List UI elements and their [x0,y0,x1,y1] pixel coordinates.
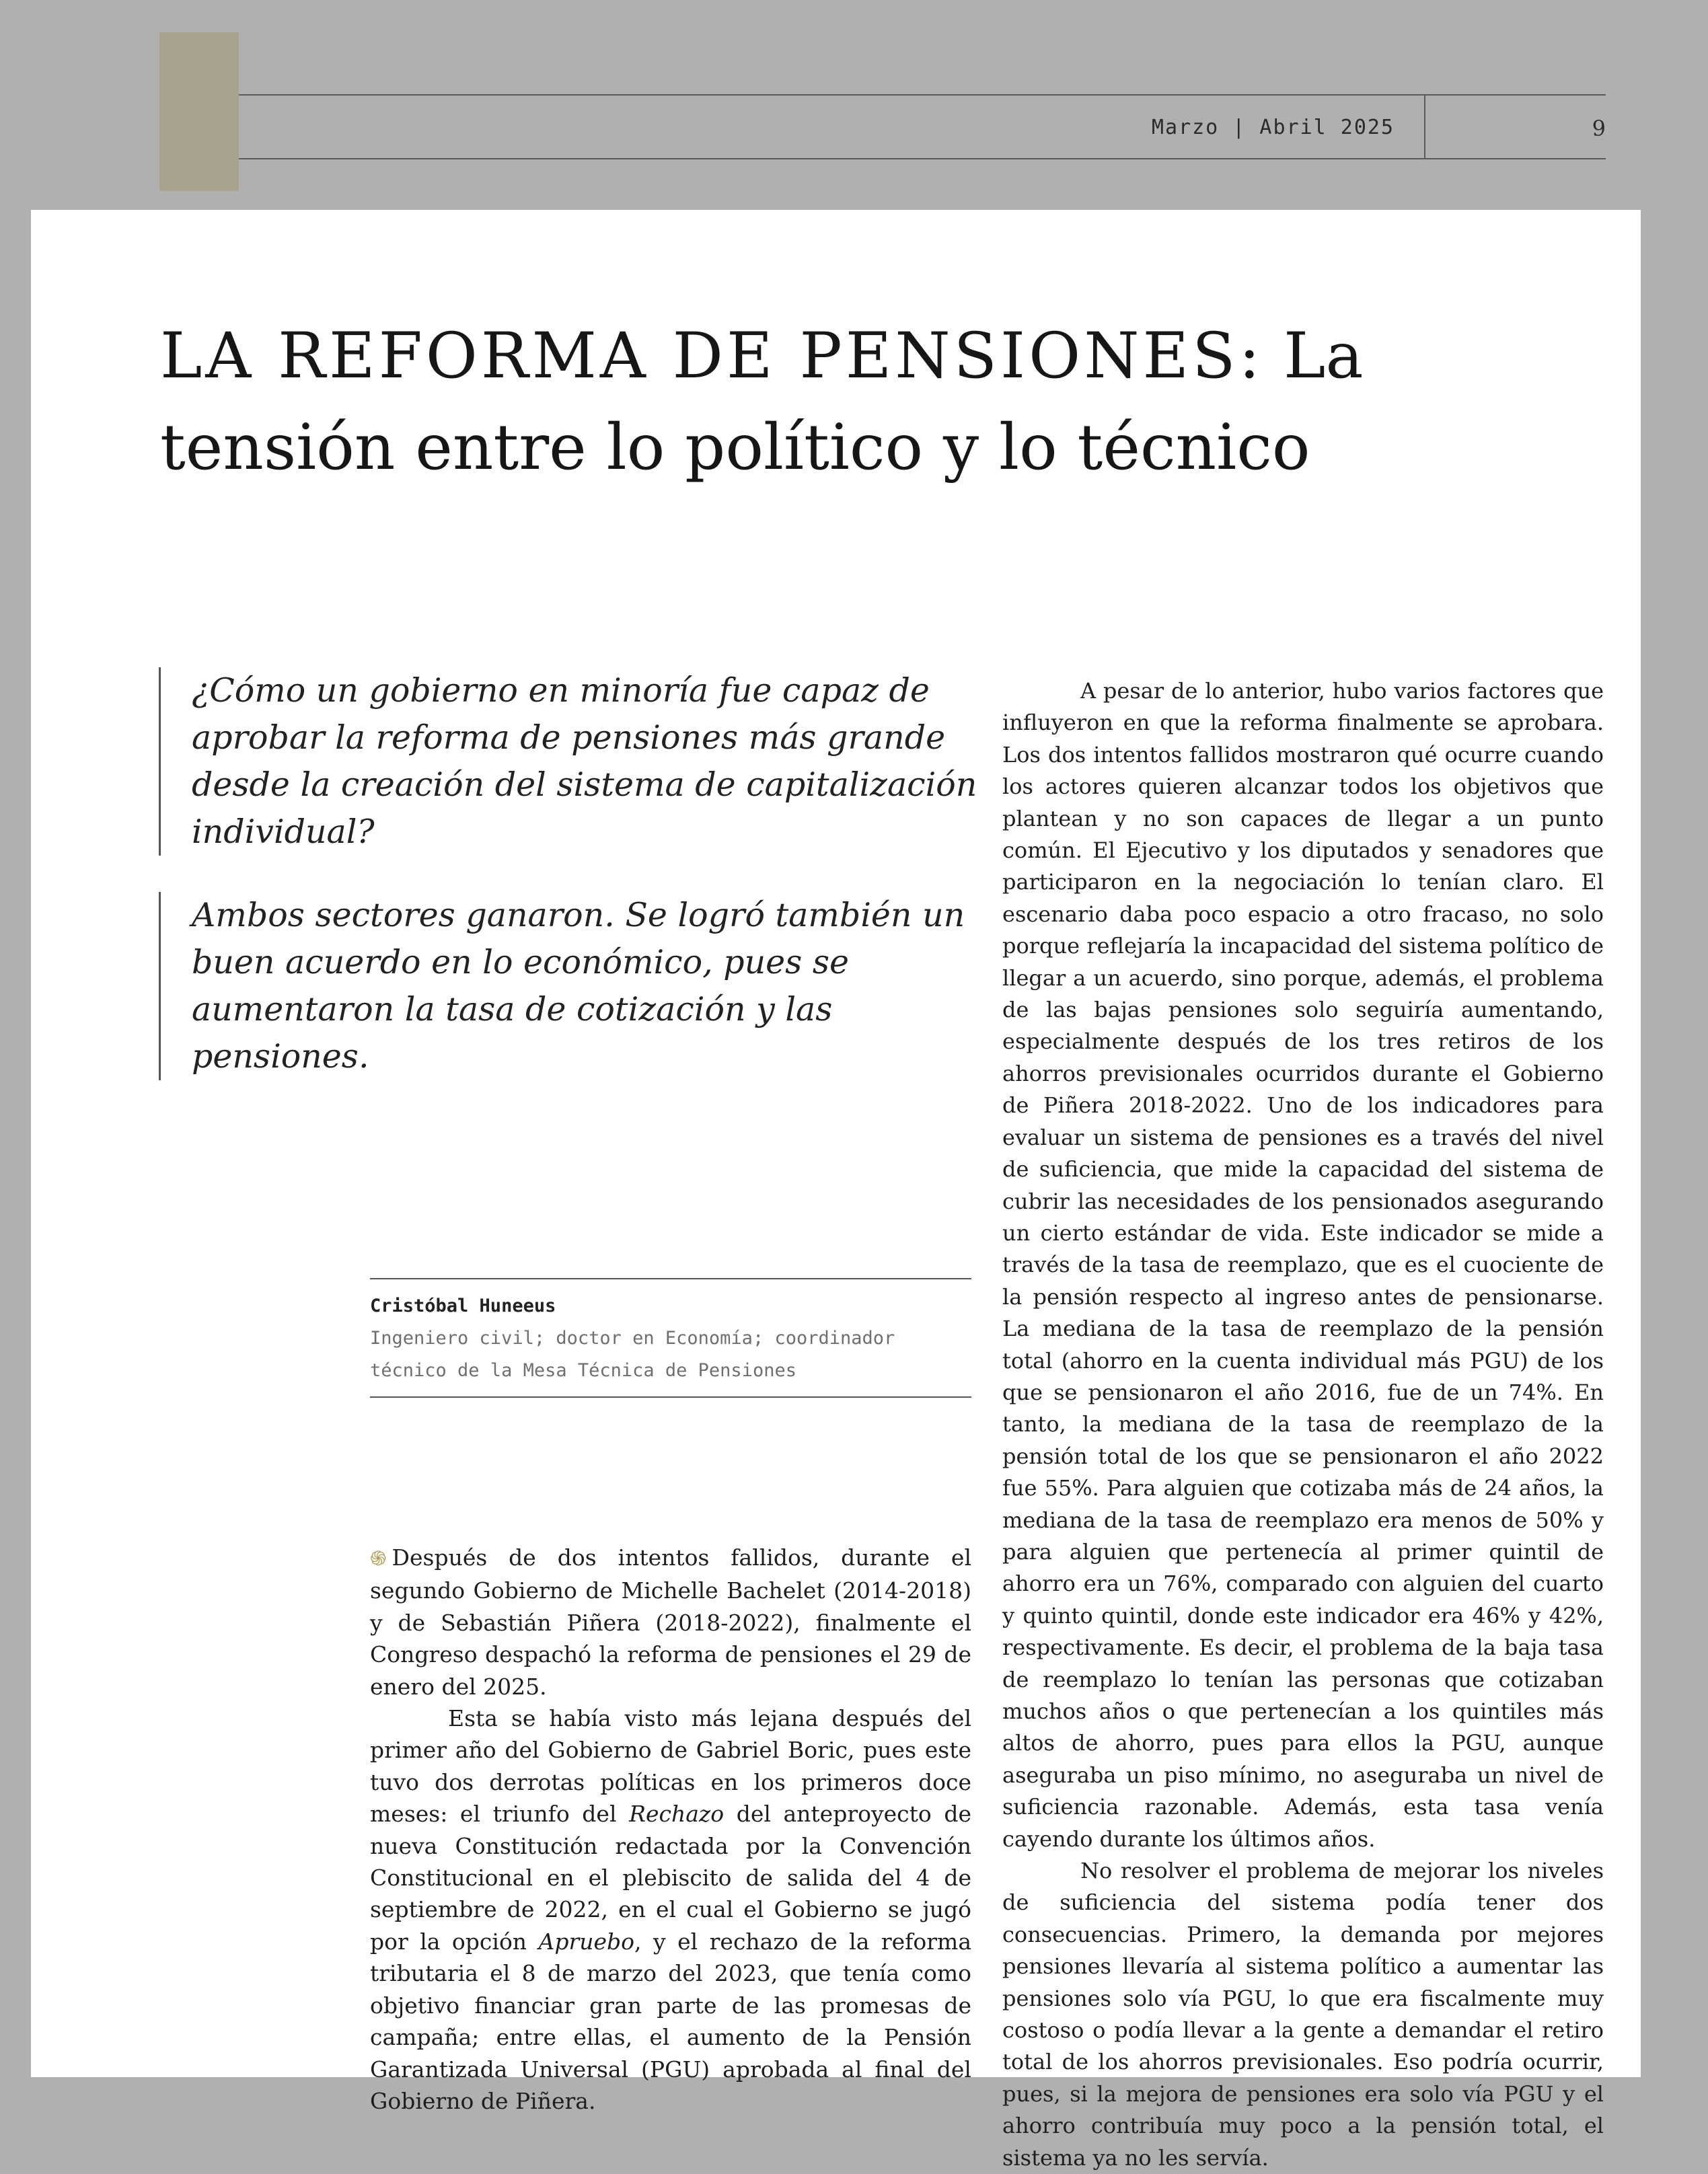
title-main: La tensión entre lo político y lo técnico [160,320,1364,484]
section-ornament-icon: ֍ [370,1547,387,1571]
body-column-left [370,1542,971,2117]
pullquote-answer: Ambos sectores ganaron. Se logró también un buen acuerdo en lo económico, pues se aumentaron la tasa de cotización y las pensiones. [159,892,1012,1080]
body-column-right [1002,675,1604,2174]
header-rule-top [239,94,1606,96]
header-divider [1424,94,1425,159]
header-accent-block [159,32,239,191]
author-byline [370,1278,971,1398]
header-rule-bottom [239,158,1606,159]
author-name: Cristóbal Huneeus [370,1296,556,1316]
pullquote-question: ¿Cómo un gobierno en minoría fue capaz de aprobar la reforma de pensiones más grande desde la creación del sistema de capitalización individual? [159,667,1012,856]
paragraph: Esta se había visto más lejana después del primer año del Gobierno de Gabriel Boric, pues este tuvo dos derrotas políticas en los primeros doce meses: el triunfo del Rechazo del anteproyecto de nueva Constitución redactada por la Convención Constitucional en el plebiscito de salida del 4 de septiembre de 2022, en el cual el Gobierno se jugó por la opción Apruebo, y el rechazo de la reforma tributaria el 8 de marzo del 2023, que tenía como objetivo financiar gran parte de las promesas de campaña; entre ellas, el aumento de la Pensión Garantizada Universal (PGU) aprobada al final del Gobierno de Piñera. [370,1705,971,2114]
article-title [160,311,1546,494]
paragraph: No resolver el problema de mejorar los niveles de suficiencia del sistema podía tener dos consecuencias. Primero, la demanda por mejores pensiones llevaría al sistema político a aumentar las pensiones solo vía PGU, lo que era fiscalmente muy costoso o podía llevar a la gente a demandar el retiro total de los ahorros previsionales. Eso podría ocurrir, pues, si la mejora de pensiones era solo vía PGU y el ahorro contribuía muy poco a la pensión total, el sistema ya no les servía. [1002,1858,1604,2171]
paragraph: ֍ Después de dos intentos fallidos, durante el segundo Gobierno de Michelle Bachelet (2014-2018) y de Sebastián Piñera (2018-2022), finalmente el Congreso despachó la reforma de pensiones el 29 de enero del 2025. [370,1544,971,1700]
paragraph: A pesar de lo anterior, hubo varios factores que influyeron en que la reforma finalmente se aprobara. Los dos intentos fallidos mostraron qué ocurre cuando los actores quieren alcanzar todos los objetivos que plantean y no son capaces de llegar a un punto común. El Ejecutivo y los diputados y senadores que participaron en la negociación lo tenían claro. El escenario daba poco espacio a otro fracaso, no solo porque reflejaría la incapacidad del sistema político de llegar a un acuerdo, sino porque, además, el problema de las bajas pensiones solo seguiría aumentando, especialmente después de los tres retiros de los ahorros previsionales ocurridos durante el Gobierno de Piñera 2018-2022. Uno de los indicadores para evaluar un sistema de pensiones es a través del nivel de suficiencia, que mide la capacidad del sistema de cubrir las necesidades de los pensionados asegurando un cierto estándar de vida. Este indicador se mide a través de la tasa de reemplazo, que es el cuociente de la pensión respecto al ingreso antes de pensionarse. La mediana de la tasa de reemplazo de la pensión total (ahorro en la cuenta individual más PGU) de los que se pensionaron el año 2016, fue de un 74%. En tanto, la mediana de la tasa de reemplazo de la pensión total de los que se pensionaron el año 2022 fue 55%. Para alguien que cotizaba más de 24 años, la mediana de la tasa de reemplazo era menos de 50% y para alguien que pertenecía al primer quintil de ahorro era un 76%, comparado con alguien del cuarto y quinto quintil, donde este indicador era 46% y 42%, respectivamente. Es decir, el problema de la baja tasa de reemplazo lo tenían las personas que cotizaban muchos años o que pertenecían a los quintiles más altos de ahorro, pues para ellos la PGU, aunque aseguraba un piso mínimo, no aseguraba un nivel de suficiencia razonable. Además, esta tasa venía cayendo durante los últimos años. [1002,678,1604,1852]
issue-date: Marzo | Abril 2025 [1151,116,1395,139]
author-role: Ingeniero civil; doctor en Economía; coordinador técnico de la Mesa Técnica de Pensiones [370,1328,895,1381]
page-number: 9 [1592,116,1606,141]
title-kicker: LA REFORMA DE PENSIONES: [160,320,1264,393]
